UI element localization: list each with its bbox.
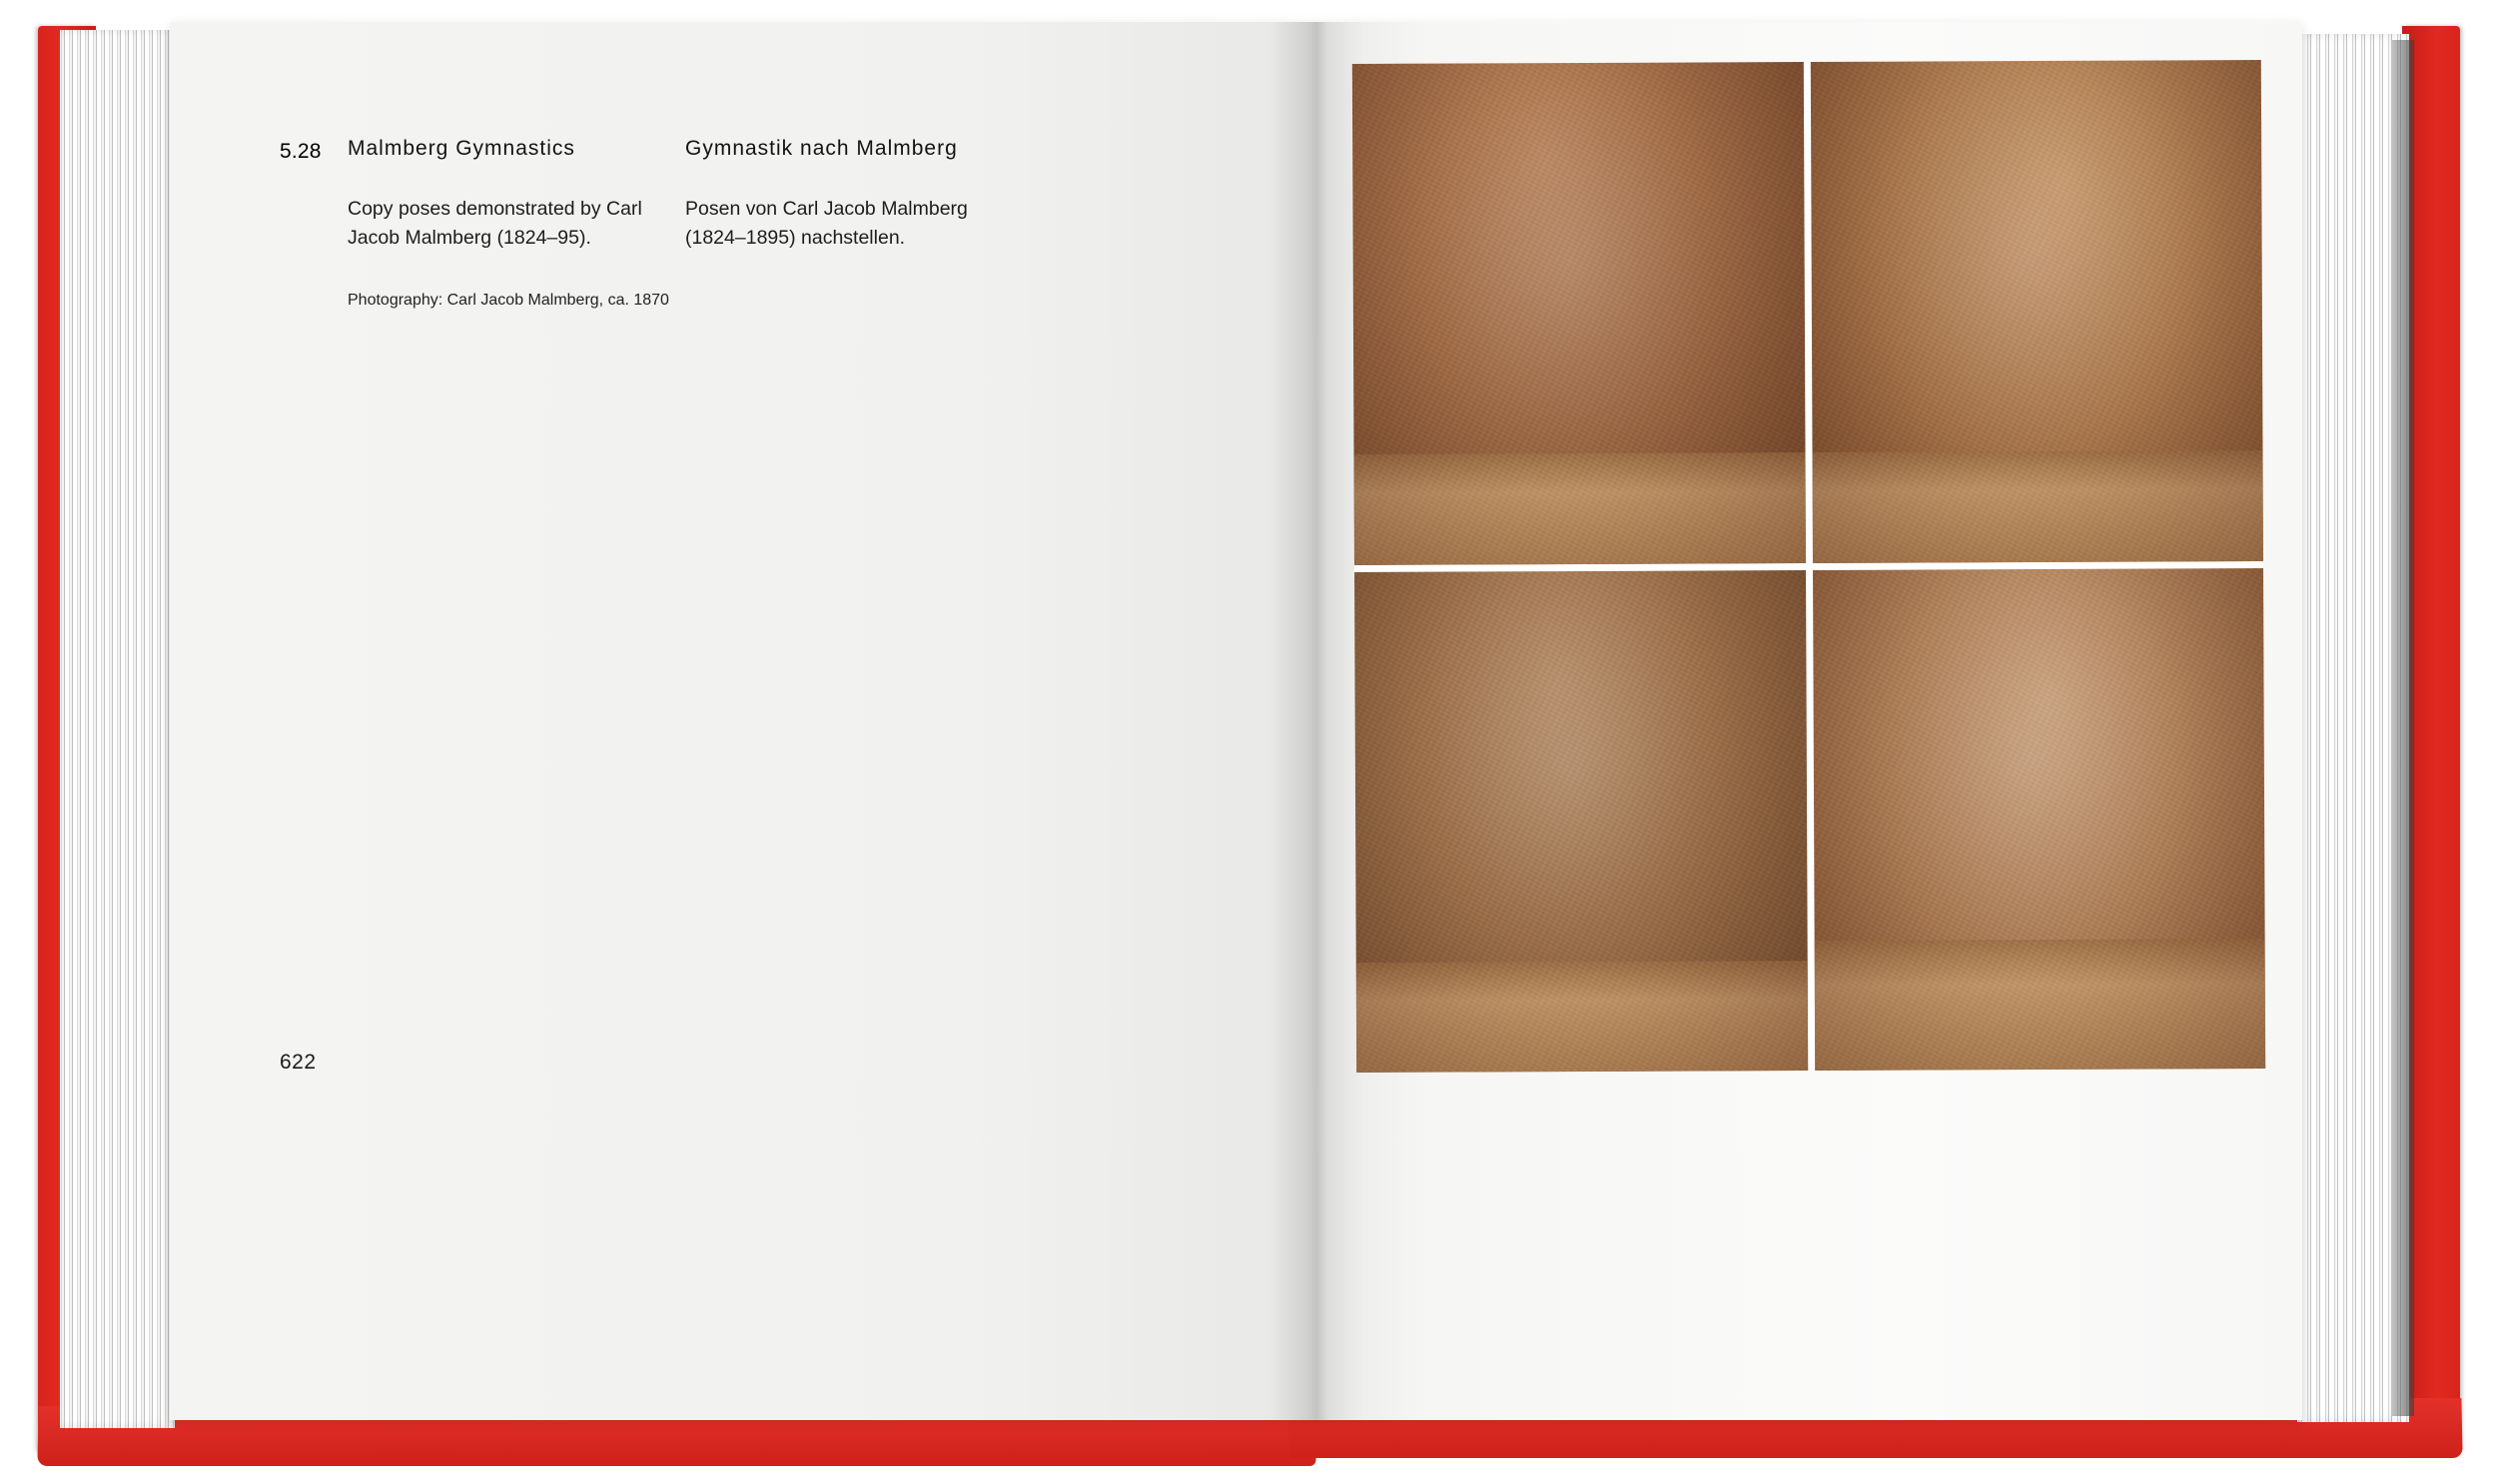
page-number: 622: [280, 1051, 317, 1074]
caption-body-english: Copy poses demonstrated by Carl Jacob Malmberg (1824–95).: [348, 198, 642, 249]
studio-floor: [1814, 939, 2265, 1071]
caption-title-german: Gymnastik nach Malmberg: [685, 137, 958, 160]
studio-floor: [1354, 452, 1806, 564]
page-edge-shadow-right: [2392, 40, 2414, 1416]
photo-credit: Photography: Carl Jacob Malmberg, ca. 1870: [348, 291, 669, 309]
right-page: [1310, 22, 2302, 1420]
photo-top-left: [1352, 62, 1806, 564]
caption-title-english: Malmberg Gymnastics: [348, 137, 575, 160]
photo-grid: [1352, 60, 2265, 1073]
caption-column-german: [685, 137, 1015, 253]
photo-top-right: [1810, 60, 2263, 562]
caption-body-german: Posen von Carl Jacob Malmberg (1824–1895) nachstellen.: [685, 198, 968, 249]
studio-floor: [1812, 450, 2263, 562]
left-page: [170, 22, 1310, 1420]
photo-bottom-right: [1813, 568, 2266, 1071]
open-spread: [170, 22, 2302, 1420]
caption-column-english: [348, 137, 677, 328]
figure-number: 5.28: [280, 140, 322, 163]
photo-bottom-left: [1354, 570, 1808, 1073]
page-edges-left: [60, 30, 175, 1428]
studio-floor: [1356, 961, 1808, 1073]
